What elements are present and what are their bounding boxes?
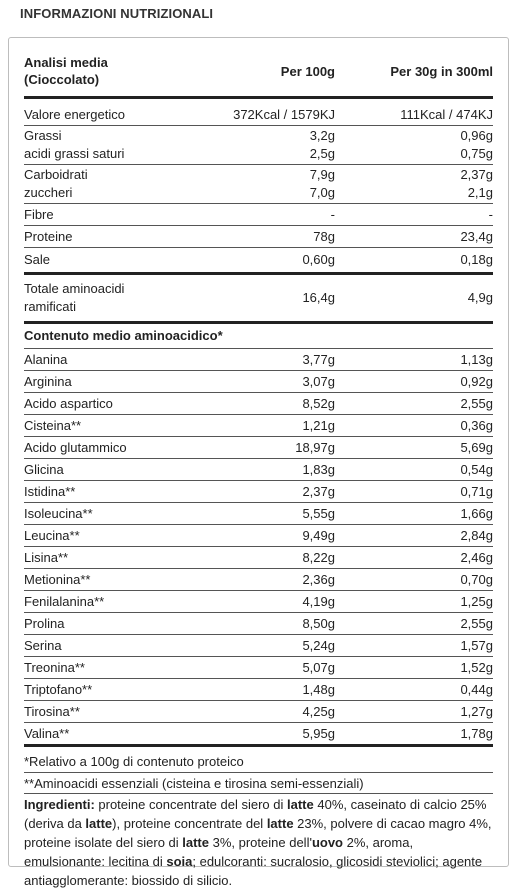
ingredients-label: Ingredienti: <box>24 797 95 812</box>
footnote-protein: *Relativo a 100g di contenuto proteico <box>24 751 493 773</box>
table-row <box>24 226 493 248</box>
row-per100: 5,07g <box>302 659 335 675</box>
amino-header-label: Contenuto medio aminoacidico* <box>24 328 223 343</box>
row-per30-sub: 0,75g <box>460 146 493 161</box>
row-per30: 0,70g <box>460 571 493 587</box>
row-per30: 1,27g <box>460 703 493 719</box>
header-analysis <box>24 54 185 88</box>
row-per30-sub: 2,1g <box>467 185 493 200</box>
table-header <box>24 52 493 99</box>
row-per30: 2,84g <box>460 527 493 543</box>
row-label: Alanina <box>24 351 68 367</box>
row-label: Grassi <box>24 128 62 143</box>
row-label: Fibre <box>24 206 54 222</box>
allergen-text: latte <box>266 816 294 831</box>
row-per30: 0,92g <box>460 373 493 389</box>
row-per30: 0,36g <box>460 417 493 433</box>
row-label: Istidina** <box>24 483 76 499</box>
row-per100: 1,83g <box>302 461 335 477</box>
row-sublabel: acidi grassi saturi <box>24 146 125 161</box>
table-row <box>24 547 493 569</box>
row-per30: - <box>488 206 493 222</box>
row-label: Acido aspartico <box>24 395 113 411</box>
row-per30: 4,9g <box>467 290 493 305</box>
table-row <box>24 657 493 679</box>
row-sublabel: ramificati <box>24 299 77 314</box>
table-row <box>24 723 493 745</box>
allergen-text: latte <box>85 816 113 831</box>
row-label: Isoleucina** <box>24 505 93 521</box>
row-label: Valore energetico <box>24 106 125 122</box>
table-row <box>24 349 493 371</box>
row-label: Treonina** <box>24 659 85 675</box>
ingredient-text: ; edulcoranti: sucralosio, glicosidi steviolici; agente antiagglomerante: biossido di silicio. <box>24 854 483 888</box>
header-per-serving: Per 30g in 300ml <box>390 63 493 79</box>
table-row <box>24 393 493 415</box>
header-analysis-line2: (Cioccolato) <box>24 72 100 87</box>
row-per100-sub: 2,5g <box>309 146 335 161</box>
row-per30: 0,71g <box>460 483 493 499</box>
row-label: Metionina** <box>24 571 91 587</box>
table-row <box>24 371 493 393</box>
row-label: Leucina** <box>24 527 80 543</box>
row-per100: 3,2g <box>309 128 335 143</box>
row-label: Prolina <box>24 615 65 631</box>
row-per100: 3,77g <box>302 351 335 367</box>
row-label: Fenilalanina** <box>24 593 105 609</box>
ingredients-text <box>24 797 492 888</box>
row-per100: 7,9g <box>309 167 335 182</box>
row-per100: 9,49g <box>302 527 335 543</box>
allergen-text: uovo <box>311 835 343 850</box>
row-per30: 1,66g <box>460 505 493 521</box>
header-analysis-line1: Analisi media <box>24 55 108 70</box>
table-row <box>24 415 493 437</box>
row-per100: 5,55g <box>302 505 335 521</box>
row-per100: - <box>330 206 335 222</box>
row-per100: 2,37g <box>302 483 335 499</box>
table-row <box>24 126 493 165</box>
nutrition-table-card <box>8 37 509 888</box>
row-per30: 1,13g <box>460 351 493 367</box>
row-per100: 3,07g <box>302 373 335 389</box>
row-per100: 4,25g <box>302 703 335 719</box>
row-per30: 2,37g <box>460 167 493 182</box>
row-per100: 5,24g <box>302 637 335 653</box>
ingredient-text: 40%, caseinato di calcio 25% (deriva da <box>24 797 487 831</box>
footnotes <box>24 744 493 890</box>
row-per30: 0,44g <box>460 681 493 697</box>
row-label: Cisteina** <box>24 417 82 433</box>
page-title: INFORMAZIONI NUTRIZIONALI <box>20 6 214 21</box>
row-per30: 23,4g <box>460 228 493 244</box>
row-per100: 8,22g <box>302 549 335 565</box>
table-row <box>24 437 493 459</box>
table-row <box>24 569 493 591</box>
row-per100: 2,36g <box>302 571 335 587</box>
header-per-100g: Per 100g <box>280 63 335 79</box>
allergen-text: latte <box>287 797 314 812</box>
row-per30: 0,96g <box>460 128 493 143</box>
row-per100: 18,97g <box>295 439 335 455</box>
row-label: Carboidrati <box>24 167 88 182</box>
row-per30: 0,18g <box>460 252 493 267</box>
row-per30: 2,55g <box>460 615 493 631</box>
row-label: Sale <box>24 252 51 267</box>
row-per100: 8,52g <box>302 395 335 411</box>
nutrition-table <box>24 52 493 890</box>
row-label: Serina <box>24 637 62 653</box>
row-per30: 1,52g <box>460 659 493 675</box>
row-per100: 1,21g <box>302 417 335 433</box>
row-per30: 1,25g <box>460 593 493 609</box>
ingredient-text: proteine concentrate del siero di <box>94 797 288 812</box>
footnote-essential: **Aminoacidi essenziali (cisteina e tirosina semi-essenziali) <box>24 773 493 794</box>
table-row <box>24 635 493 657</box>
table-row <box>24 525 493 547</box>
row-per30: 111Kcal / 474KJ <box>400 106 493 122</box>
row-per100: 372Kcal / 1579KJ <box>233 106 335 122</box>
row-per100: 4,19g <box>302 593 335 609</box>
row-per100-sub: 7,0g <box>309 185 335 200</box>
row-per100: 8,50g <box>302 615 335 631</box>
table-row <box>24 204 493 226</box>
row-label: Acido glutammico <box>24 439 127 455</box>
amino-rows <box>24 349 493 745</box>
row-per30: 1,57g <box>460 637 493 653</box>
row-per30: 5,69g <box>460 439 493 455</box>
table-row <box>24 459 493 481</box>
bcaa-row <box>24 275 493 324</box>
row-label: Valina** <box>24 725 70 741</box>
table-row <box>24 701 493 723</box>
row-label: Glicina <box>24 461 64 477</box>
row-label: Lisina** <box>24 549 69 565</box>
row-per30: 0,54g <box>460 461 493 477</box>
table-row <box>24 481 493 503</box>
row-label: Triptofano** <box>24 681 93 697</box>
row-sublabel: zuccheri <box>24 185 73 200</box>
row-per100: 0,60g <box>302 252 335 267</box>
row-per30: 2,46g <box>460 549 493 565</box>
row-per100: 1,48g <box>302 681 335 697</box>
row-per30: 1,78g <box>460 725 493 741</box>
ingredient-text: 3%, proteine dell' <box>209 835 312 850</box>
allergen-text: soia <box>166 854 193 869</box>
row-label: Arginina <box>24 373 72 389</box>
table-row <box>24 679 493 701</box>
row-label: Proteine <box>24 228 73 244</box>
table-row <box>24 613 493 635</box>
row-per100: 16,4g <box>302 290 335 305</box>
row-per30: 2,55g <box>460 395 493 411</box>
row-label: Totale aminoacidi <box>24 281 125 296</box>
row-per100: 78g <box>313 228 335 244</box>
allergen-text: latte <box>182 835 209 850</box>
ingredients <box>24 794 493 890</box>
table-row <box>24 104 493 126</box>
ingredient-text: 2%, aroma, emulsionante: lecitina di <box>24 835 414 869</box>
row-per100: 5,95g <box>302 725 335 741</box>
amino-section-header <box>24 324 493 349</box>
table-row <box>24 503 493 525</box>
ingredient-text: ), proteine concentrate del <box>112 816 267 831</box>
table-row <box>24 165 493 204</box>
row-label: Tirosina** <box>24 703 80 719</box>
ingredient-text: 23%, polvere di cacao magro 4%, proteine isolate del siero di <box>24 816 492 850</box>
table-row <box>24 591 493 613</box>
table-row <box>24 248 493 275</box>
